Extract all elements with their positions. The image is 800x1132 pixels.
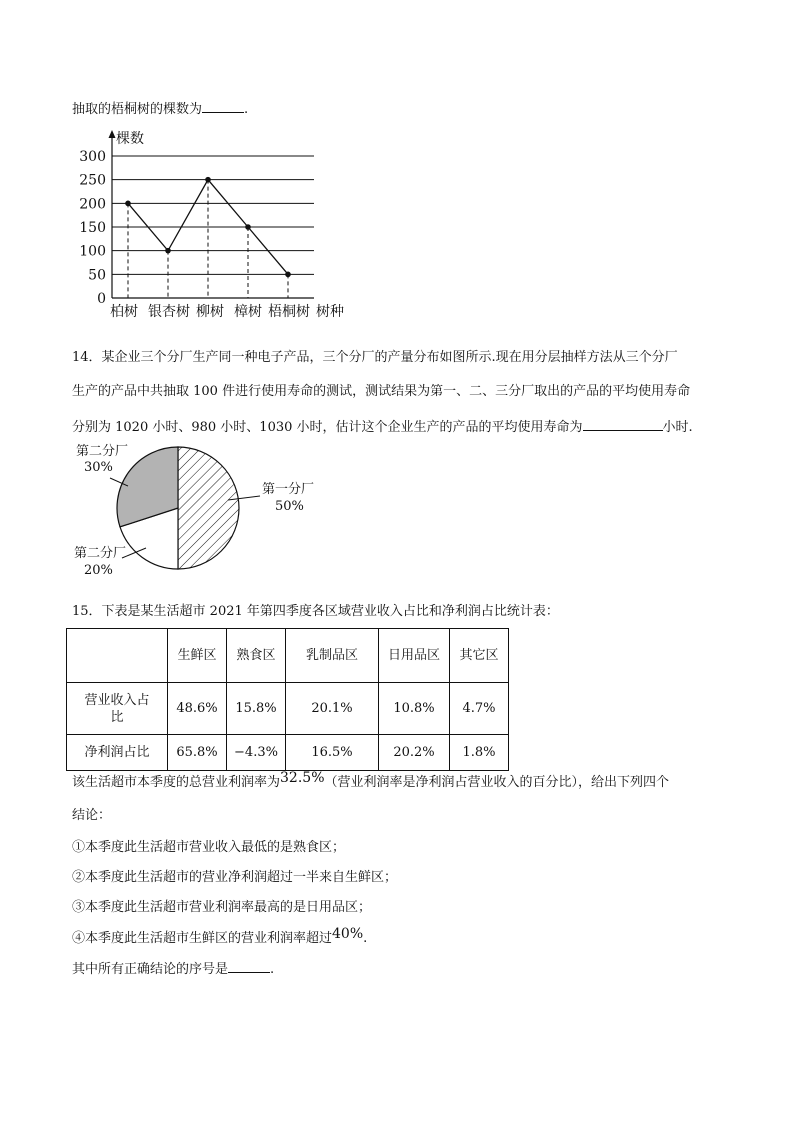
chart-y-tick-label: 150 bbox=[79, 220, 106, 236]
table-cell: 65.8% bbox=[168, 735, 227, 771]
factory-pie-chart bbox=[70, 440, 340, 590]
chart-x-tick-label: 柳树 bbox=[196, 304, 224, 320]
q15-intro: 15．下表是某生活超市 2021 年第四季度各区域营业收入占比和净利润占比统计表： bbox=[72, 604, 559, 619]
chart-axes bbox=[109, 130, 315, 298]
table-header-cell: 生鲜区 bbox=[168, 629, 227, 683]
q15-final-text: 其中所有正确结论的序号是 bbox=[72, 962, 229, 977]
table-corner-cell bbox=[67, 629, 168, 683]
table-header-cell: 熟食区 bbox=[227, 629, 286, 683]
chart-y-tick-label: 300 bbox=[79, 149, 106, 165]
chart-x-tick-label: 柏树 bbox=[110, 304, 138, 320]
table-row bbox=[67, 683, 509, 735]
conclusion-4-end: . bbox=[363, 931, 368, 946]
pie-slices bbox=[117, 447, 239, 569]
chart-gridlines bbox=[112, 156, 314, 274]
q14-line-1: 14．某企业三个分厂生产同一种电子产品，三个分厂的产量分布如图所示.现在用分层抽样方法从三个分厂 bbox=[72, 350, 678, 365]
q15-rate-text-2: （营业利润率是净利润占营业收入的百分比），给出下列四个 bbox=[324, 775, 670, 790]
tree-count-line-chart bbox=[70, 126, 360, 326]
pie-percent-first: 50% bbox=[275, 499, 304, 514]
chart-data-point bbox=[205, 177, 211, 183]
pie-percent-third: 20% bbox=[84, 563, 113, 578]
table-row-label: 净利润占比 bbox=[67, 735, 168, 771]
pie-percent-second: 30% bbox=[84, 460, 113, 475]
chart-y-tick-label: 0 bbox=[97, 291, 106, 307]
region-stats-table bbox=[66, 628, 509, 771]
table-cell: −4.3% bbox=[227, 735, 286, 771]
chart-x-tick-label: 梧桐树 bbox=[268, 304, 310, 320]
chart-y-tick-label: 200 bbox=[79, 196, 106, 213]
answer-blank bbox=[228, 958, 270, 973]
chart-drop-lines bbox=[128, 180, 288, 298]
chart-y-tick-label: 100 bbox=[79, 243, 106, 260]
chart-y-tick-label: 250 bbox=[79, 172, 106, 189]
q15-conclusions-label: 结论： bbox=[72, 808, 112, 823]
chart-y-axis-label: 棵数 bbox=[116, 131, 144, 147]
chart-data-point bbox=[125, 201, 131, 207]
table-header-cell: 日用品区 bbox=[379, 629, 450, 683]
conclusion-4 bbox=[72, 928, 367, 949]
pie-label-first: 第一分厂 bbox=[262, 482, 315, 497]
chart-y-tick-label: 50 bbox=[88, 267, 106, 284]
chart-x-tick-label: 银杏树 bbox=[148, 304, 190, 320]
conclusion-3: ③本季度此生活超市营业利润率最高的是日用品区； bbox=[72, 900, 372, 915]
total-profit-rate: 32.5% bbox=[280, 770, 325, 786]
table-row bbox=[67, 735, 509, 771]
table-header-row bbox=[67, 629, 509, 683]
table-header-cell: 其它区 bbox=[450, 629, 509, 683]
pie-slice bbox=[178, 447, 239, 569]
table-cell: 48.6% bbox=[168, 683, 227, 735]
table-cell: 16.5% bbox=[286, 735, 379, 771]
answer-blank bbox=[202, 98, 244, 113]
table-cell: 1.8% bbox=[450, 735, 509, 771]
answer-blank bbox=[583, 416, 663, 431]
conclusion-4-rate: 40% bbox=[332, 926, 364, 942]
conclusion-1: ①本季度此生活超市营业收入最低的是熟食区； bbox=[72, 840, 346, 855]
chart-data-point bbox=[285, 272, 291, 278]
q15-final-line bbox=[72, 958, 274, 980]
table-cell: 4.7% bbox=[450, 683, 509, 735]
chart-x-tick-label: 樟树 bbox=[234, 304, 262, 320]
chart-y-axis-arrow bbox=[109, 130, 116, 138]
q14-line-3-text: 分别为 1020 小时、980 小时、1030 小时，估计这个企业生产的产品的平均使用寿命为 bbox=[72, 420, 583, 435]
q13-tail-text: 抽取的梧桐树的棵数为 bbox=[72, 102, 203, 117]
table-cell: 10.8% bbox=[379, 683, 450, 735]
table-cell: 20.1% bbox=[286, 683, 379, 735]
q15-rate-line bbox=[72, 772, 669, 793]
chart-x-axis-label: 树种 bbox=[316, 304, 344, 320]
chart-x-tick-labels bbox=[110, 303, 310, 320]
q15-final-end: . bbox=[270, 962, 275, 977]
chart-data-point bbox=[165, 248, 171, 254]
chart-data-point bbox=[245, 224, 251, 230]
table-cell: 20.2% bbox=[379, 735, 450, 771]
conclusion-4-text: ④本季度此生活超市生鲜区的营业利润率超过 bbox=[72, 931, 333, 946]
chart-y-tick-labels bbox=[79, 149, 106, 307]
q15-rate-text: 该生活超市本季度的总营业利润率为 bbox=[72, 775, 281, 790]
table-header-cell: 乳制品区 bbox=[286, 629, 379, 683]
pie-label-second: 第二分厂 bbox=[76, 444, 129, 459]
q14-line-3-end: 小时. bbox=[662, 420, 693, 435]
q14-line-2: 生产的产品中共抽取 100 件进行使用寿命的测试，测试结果为第一、二、三分厂取出的产品的平均使用寿命 bbox=[72, 384, 691, 399]
table-row-label: 营业收入占比 bbox=[67, 683, 168, 735]
q13-tail-line bbox=[72, 98, 248, 120]
q14-line-3 bbox=[72, 416, 693, 438]
conclusion-2: ②本季度此生活超市的营业净利润超过一半来自生鲜区； bbox=[72, 870, 398, 885]
table-cell: 15.8% bbox=[227, 683, 286, 735]
pie-label-third: 第二分厂 bbox=[74, 546, 127, 561]
q13-tail-end: . bbox=[244, 102, 249, 117]
